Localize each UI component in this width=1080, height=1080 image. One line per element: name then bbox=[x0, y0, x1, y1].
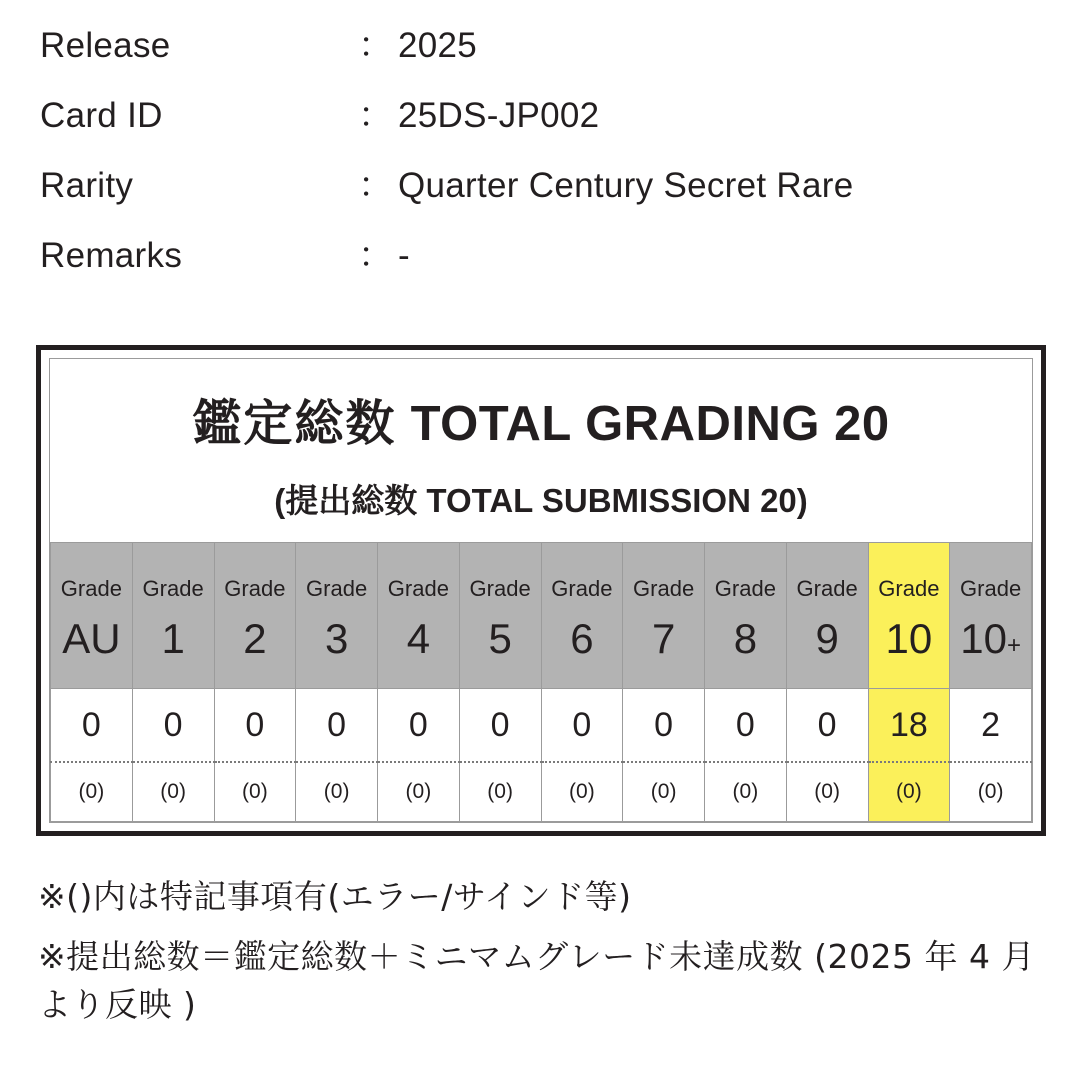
grade-value: 9 bbox=[815, 614, 839, 662]
grading-title-jp: 鑑定総数 bbox=[192, 395, 397, 452]
grade-count-7: 0 bbox=[623, 689, 705, 763]
grade-header-4 bbox=[378, 543, 460, 689]
grade-note-4: (0) bbox=[378, 762, 460, 822]
grading-header-row bbox=[51, 543, 1032, 689]
grade-note-10: (0) bbox=[868, 762, 950, 822]
grade-header-8 bbox=[705, 543, 787, 689]
info-value-remarks: - bbox=[398, 236, 410, 275]
grade-note-au: (0) bbox=[51, 762, 133, 822]
grading-header bbox=[50, 359, 1032, 542]
grade-word: Grade bbox=[224, 575, 286, 601]
grade-word: Grade bbox=[387, 575, 449, 601]
grade-count-10plus: 2 bbox=[950, 689, 1032, 763]
grade-count-2: 0 bbox=[214, 689, 296, 763]
grade-count-9: 0 bbox=[786, 689, 868, 763]
grade-count-1: 0 bbox=[132, 689, 214, 763]
grade-word: Grade bbox=[878, 575, 940, 601]
grading-note-row bbox=[51, 762, 1032, 822]
grade-note-10plus: (0) bbox=[950, 762, 1032, 822]
grade-word: Grade bbox=[551, 575, 613, 601]
grading-title-en: TOTAL GRADING 20 bbox=[410, 397, 890, 451]
grade-header-10 bbox=[868, 543, 950, 689]
grade-count-5: 0 bbox=[459, 689, 541, 763]
grade-header-au bbox=[51, 543, 133, 689]
grade-word: Grade bbox=[796, 575, 858, 601]
grade-value: 5 bbox=[488, 614, 512, 662]
grade-note-6: (0) bbox=[541, 762, 623, 822]
grade-count-3: 0 bbox=[296, 689, 378, 763]
footnote-2: ※提出総数＝鑑定総数＋ミニマムグレード未達成数 (2025 年 4 月より反映 ) bbox=[38, 937, 1035, 1024]
grade-word: Grade bbox=[469, 575, 531, 601]
info-row-release bbox=[40, 18, 1080, 88]
grade-value: 4 bbox=[406, 614, 431, 662]
info-colon: ： bbox=[358, 26, 394, 65]
info-value-rarity: Quarter Century Secret Rare bbox=[398, 166, 854, 205]
info-label-release: Release bbox=[40, 26, 171, 65]
grade-value: 3 bbox=[324, 614, 349, 662]
footnotes bbox=[38, 877, 1048, 1049]
grading-population-box bbox=[36, 345, 1046, 836]
grade-header-10plus bbox=[950, 543, 1032, 689]
info-label-card-id: Card ID bbox=[40, 96, 163, 135]
info-row-rarity bbox=[40, 158, 1080, 228]
info-colon: ： bbox=[358, 96, 394, 135]
grade-header-7 bbox=[623, 543, 705, 689]
grade-header-9 bbox=[786, 543, 868, 689]
grade-note-7: (0) bbox=[623, 762, 705, 822]
info-value-card-id: 25DS-JP002 bbox=[398, 96, 600, 135]
info-label-remarks: Remarks bbox=[40, 236, 183, 275]
grade-value: 6 bbox=[570, 614, 594, 662]
grade-note-9: (0) bbox=[786, 762, 868, 822]
grade-count-4: 0 bbox=[378, 689, 460, 763]
grade-word: Grade bbox=[633, 575, 695, 601]
grading-table bbox=[50, 542, 1032, 822]
info-colon: ： bbox=[358, 166, 394, 205]
grade-word: Grade bbox=[306, 575, 368, 601]
grade-value: 7 bbox=[651, 614, 676, 662]
grade-header-2 bbox=[214, 543, 296, 689]
grade-word: Grade bbox=[142, 575, 204, 601]
grade-header-3 bbox=[296, 543, 378, 689]
grade-word: Grade bbox=[60, 575, 122, 601]
info-row-card-id bbox=[40, 88, 1080, 158]
grade-value: 8 bbox=[733, 614, 758, 662]
info-label-rarity: Rarity bbox=[40, 166, 134, 205]
grade-note-8: (0) bbox=[705, 762, 787, 822]
grade-value: 1 bbox=[161, 614, 185, 662]
grade-header-1 bbox=[132, 543, 214, 689]
grade-note-5: (0) bbox=[459, 762, 541, 822]
grade-word: Grade bbox=[714, 575, 776, 601]
grade-header-6 bbox=[541, 543, 623, 689]
info-row-remarks bbox=[40, 228, 1080, 298]
grade-note-3: (0) bbox=[296, 762, 378, 822]
grade-note-2: (0) bbox=[214, 762, 296, 822]
grading-subtitle: (提出総数 TOTAL SUBMISSION 20) bbox=[274, 482, 808, 519]
grade-value: AU bbox=[62, 614, 121, 662]
grade-value: 10+ bbox=[960, 614, 1021, 662]
grade-header-5 bbox=[459, 543, 541, 689]
grade-value: 2 bbox=[243, 614, 267, 662]
grading-title bbox=[50, 385, 1032, 455]
grade-count-au: 0 bbox=[51, 689, 133, 763]
info-colon: ： bbox=[358, 236, 394, 275]
grading-count-row bbox=[51, 689, 1032, 763]
grade-note-1: (0) bbox=[132, 762, 214, 822]
grade-value: 10 bbox=[885, 614, 933, 662]
info-value-release: 2025 bbox=[398, 26, 478, 65]
info-row bbox=[40, 0, 1080, 18]
grade-count-6: 0 bbox=[541, 689, 623, 763]
footnote-1: ※()内は特記事項有(エラー/サインド等) bbox=[38, 877, 632, 916]
grade-word: Grade bbox=[960, 575, 1022, 601]
grading-population-inner bbox=[49, 358, 1033, 823]
card-info-list bbox=[0, 0, 1080, 298]
grade-count-10: 18 bbox=[868, 689, 950, 763]
grade-count-8: 0 bbox=[705, 689, 787, 763]
